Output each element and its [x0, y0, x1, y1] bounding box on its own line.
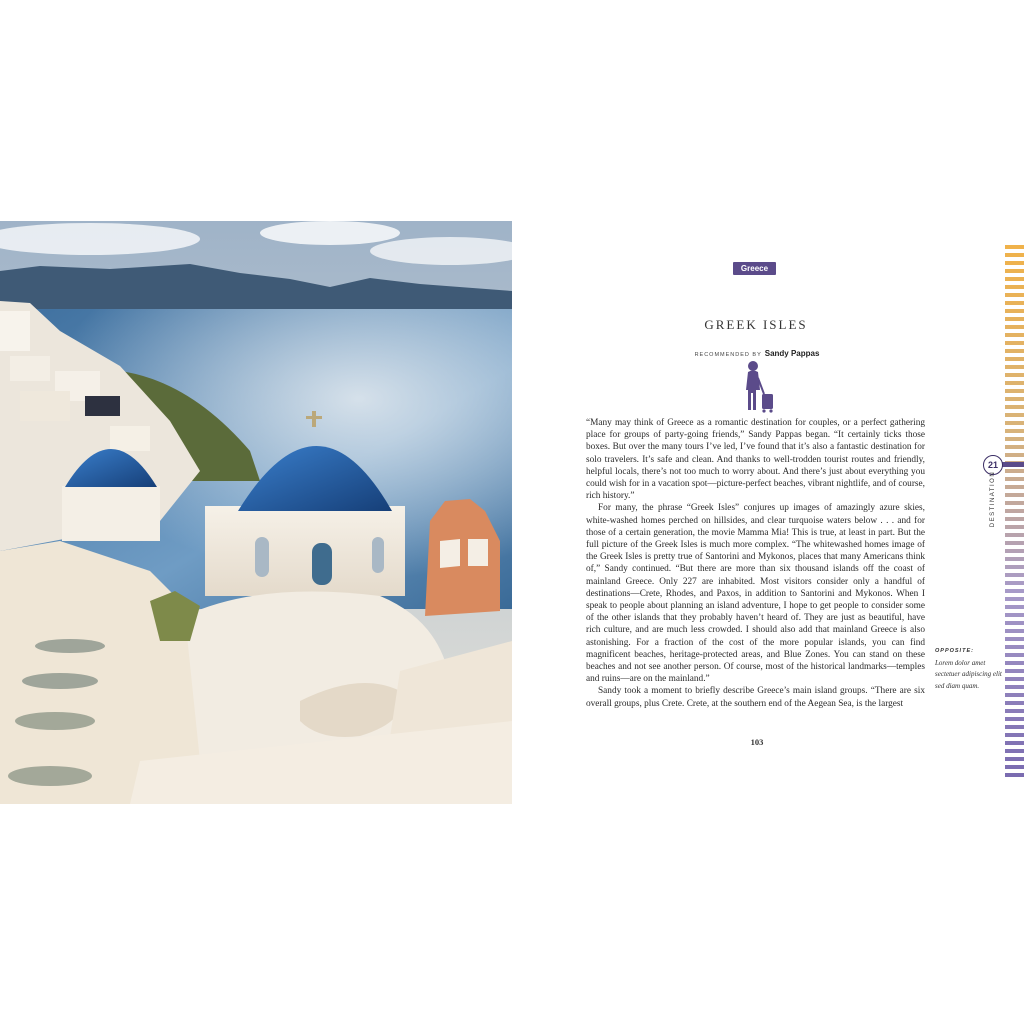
destination-label: DESTINATION — [990, 470, 996, 528]
destination-number: 21 — [983, 455, 1003, 475]
caption-label: OPPOSITE: — [935, 648, 974, 654]
destination-marker-bar — [1002, 462, 1024, 467]
santorini-photo — [0, 221, 512, 804]
paragraph: “Many may think of Greece as a romantic destination for couples, or a perfect gathering place for groups of party-going friends,” Sandy Pappas began. “It certainly ticks those boxes. But over the many tours I’ve led, I’ve found that it’s also a fantastic destination for solo travelers. It’s safe and clean. And thanks to well-trodden tourist routes and friendly, helpful locals, there’s not too much to worry about. And there’s just about everything you could wish for in a vacation spot—picture-perfect beaches, vibrant nightlife, and of course, rich history.” — [586, 418, 925, 502]
body-text — [586, 417, 925, 710]
page-number: 103 — [750, 737, 764, 747]
edge-stripe-tab — [1005, 245, 1024, 777]
woman-with-rolling-suitcase-icon — [735, 360, 779, 416]
paragraph: Sandy took a moment to briefly describe Greece’s main island groups. “There are six overall groups, plus Crete. Crete, at the southern end of the Aegean Sea, is the largest — [586, 686, 925, 709]
byline — [662, 347, 852, 360]
paragraph: For many, the phrase “Greek Isles” conjures up images of amazingly azure skies, white-washed homes perched on hillsides, and clear turquoise waters below . . . and for those of a certain generation, the movie Mamma Mia! This is true, at least in part. But the full picture of the Greek Isles is much more complex. “The whitewashed homes image of the Greek Isles is pretty true of Santorini and Mykonos, places that many Americans think of,” Sandy continued. “But there are more than six thousand islands off the coast of mainland Greece. Only 227 are inhabited. Most visitors consider only a handful of destinations—Crete, Rhodes, and Paxos, in addition to Santorini and Mykonos. When I speak to people about planning an island adventure, I hope to get people to consider some of the other islands that they probably haven’t heard of. They are just as beautiful, have rich culture, and are much less crowded. I should also add that mainland Greece is also astonishing. For a fraction of the cost of the more popular islands, you can find magnificent beaches, heritage-protected areas, and Blue Zones. You can stand on these beaches and not see another person. Of course, most of the historical landmarks—temples and ruins—are on the mainland.” — [586, 503, 925, 685]
recommender-name: Sandy Pappas — [764, 349, 820, 358]
chapter-title: GREEK ISLES — [704, 317, 808, 332]
recommended-by-label: RECOMMENDED BY — [694, 352, 762, 358]
country-tag: Greece — [733, 262, 776, 275]
text-page — [512, 221, 1024, 804]
caption-text: Lorem dolor amet sectetuer adipiscing elit sed diam quam. — [935, 658, 1002, 690]
photo-caption — [935, 646, 1005, 692]
